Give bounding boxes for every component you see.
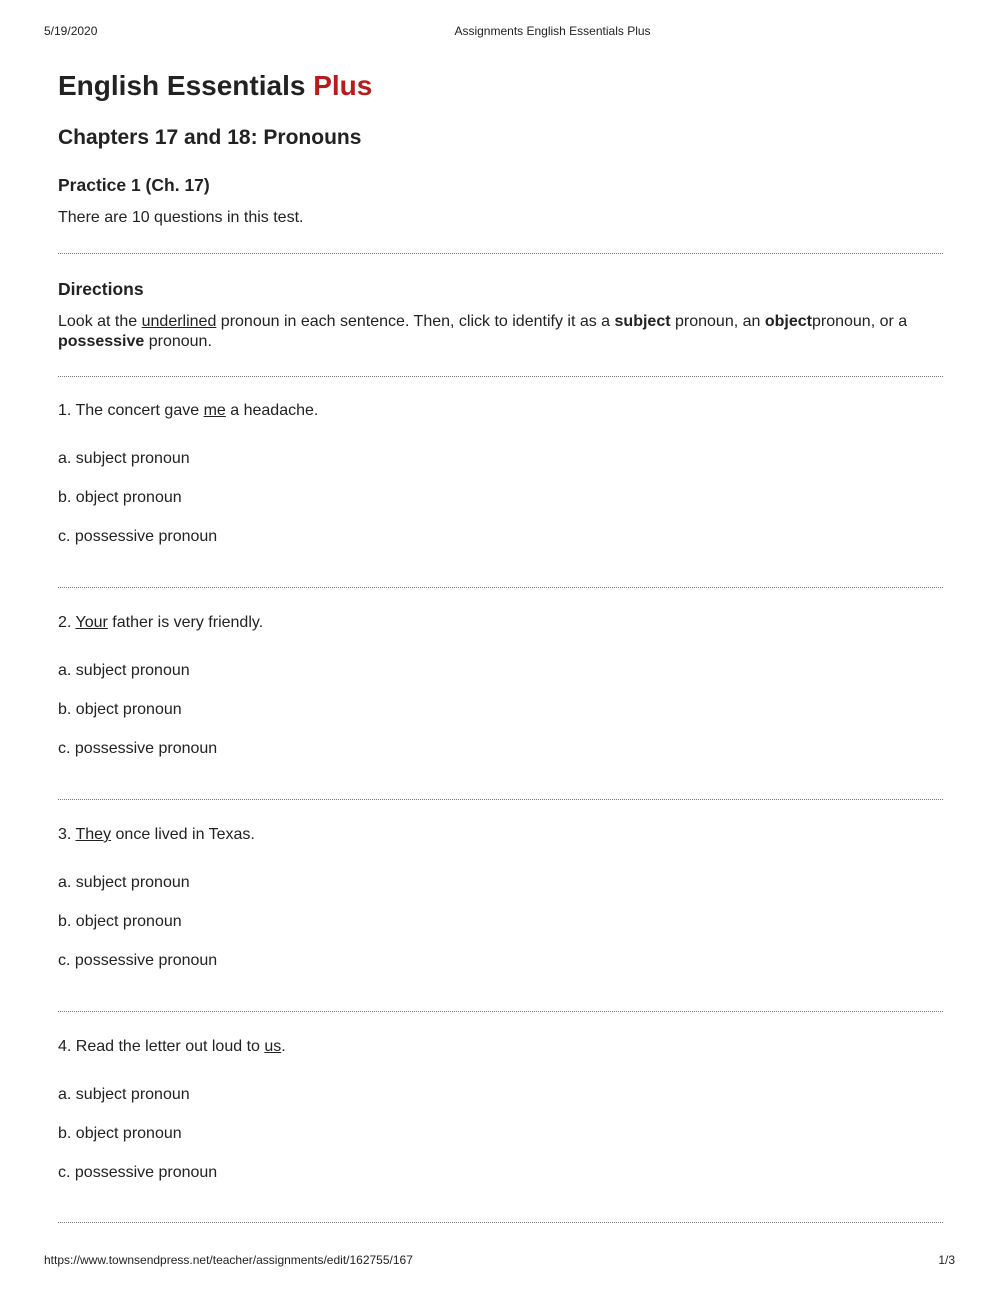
print-date: 5/19/2020 xyxy=(44,24,98,38)
option-subject-pronoun[interactable]: a. subject pronoun xyxy=(58,874,190,891)
underlined-pronoun: me xyxy=(203,402,226,419)
option-object-pronoun[interactable]: b. object pronoun xyxy=(58,489,182,506)
directions-part: pronoun, or a xyxy=(811,313,908,330)
test-intro: There are 10 questions in this test. xyxy=(58,209,304,226)
print-page-number: 1/3 xyxy=(938,1253,955,1267)
option-subject-pronoun[interactable]: a. subject pronoun xyxy=(58,450,190,467)
option-object-pronoun[interactable]: b. object pronoun xyxy=(58,913,182,930)
underlined-pronoun: Your xyxy=(75,614,108,631)
print-page-title: Assignments English Essentials Plus xyxy=(454,24,651,38)
divider xyxy=(58,376,943,377)
directions-title: Directions xyxy=(58,279,144,299)
directions-part: pronoun. xyxy=(144,333,212,350)
divider xyxy=(58,799,943,800)
question-text-part: a headache. xyxy=(225,402,319,419)
print-header xyxy=(0,24,1000,40)
option-possessive-pronoun[interactable]: c. possessive pronoun xyxy=(58,1164,218,1181)
directions-part: pronoun in each sentence. Then, click to identify it as a xyxy=(216,313,615,330)
question-4-text xyxy=(58,1038,286,1056)
question-text-part: 2. xyxy=(58,614,76,631)
chapter-title: Chapters 17 and 18: Pronouns xyxy=(58,126,362,149)
print-footer xyxy=(0,1253,1000,1269)
question-text-part: . xyxy=(281,1038,286,1055)
directions-bold-possessive: possessive xyxy=(58,333,145,350)
question-3-text xyxy=(58,826,255,844)
option-possessive-pronoun[interactable]: c. possessive pronoun xyxy=(58,740,218,757)
directions-bold-object: object xyxy=(764,313,812,330)
option-possessive-pronoun[interactable]: c. possessive pronoun xyxy=(58,528,218,545)
underlined-pronoun: us xyxy=(264,1038,282,1055)
option-subject-pronoun[interactable]: a. subject pronoun xyxy=(58,1086,190,1103)
brand-accent: Plus xyxy=(313,70,373,101)
question-1-text xyxy=(58,402,318,420)
question-text-part: 1. The concert gave xyxy=(58,402,204,419)
option-object-pronoun[interactable]: b. object pronoun xyxy=(58,1125,182,1142)
directions-bold-subject: subject xyxy=(614,313,671,330)
divider xyxy=(58,587,943,588)
directions-part: pronoun, an xyxy=(670,313,765,330)
print-url: https://www.townsendpress.net/teacher/assignments/edit/162755/167 xyxy=(44,1253,413,1267)
question-text-part: father is very friendly. xyxy=(107,614,264,631)
brand-main: English Essentials xyxy=(58,70,306,101)
divider xyxy=(58,1011,943,1012)
option-object-pronoun[interactable]: b. object pronoun xyxy=(58,701,182,718)
question-text-part: 3. xyxy=(58,826,76,843)
question-2-text xyxy=(58,614,263,632)
underlined-pronoun: They xyxy=(75,826,112,843)
directions-underlined-word: underlined xyxy=(141,313,217,330)
question-text-part: once lived in Texas. xyxy=(111,826,255,843)
practice-title: Practice 1 (Ch. 17) xyxy=(58,175,210,195)
directions-part: Look at the xyxy=(58,313,142,330)
option-possessive-pronoun[interactable]: c. possessive pronoun xyxy=(58,952,218,969)
divider xyxy=(58,1222,943,1223)
question-text-part: 4. Read the letter out loud to xyxy=(58,1038,265,1055)
brand-title xyxy=(58,70,372,102)
option-subject-pronoun[interactable]: a. subject pronoun xyxy=(58,662,190,679)
directions-text xyxy=(58,312,943,352)
divider xyxy=(58,253,943,254)
